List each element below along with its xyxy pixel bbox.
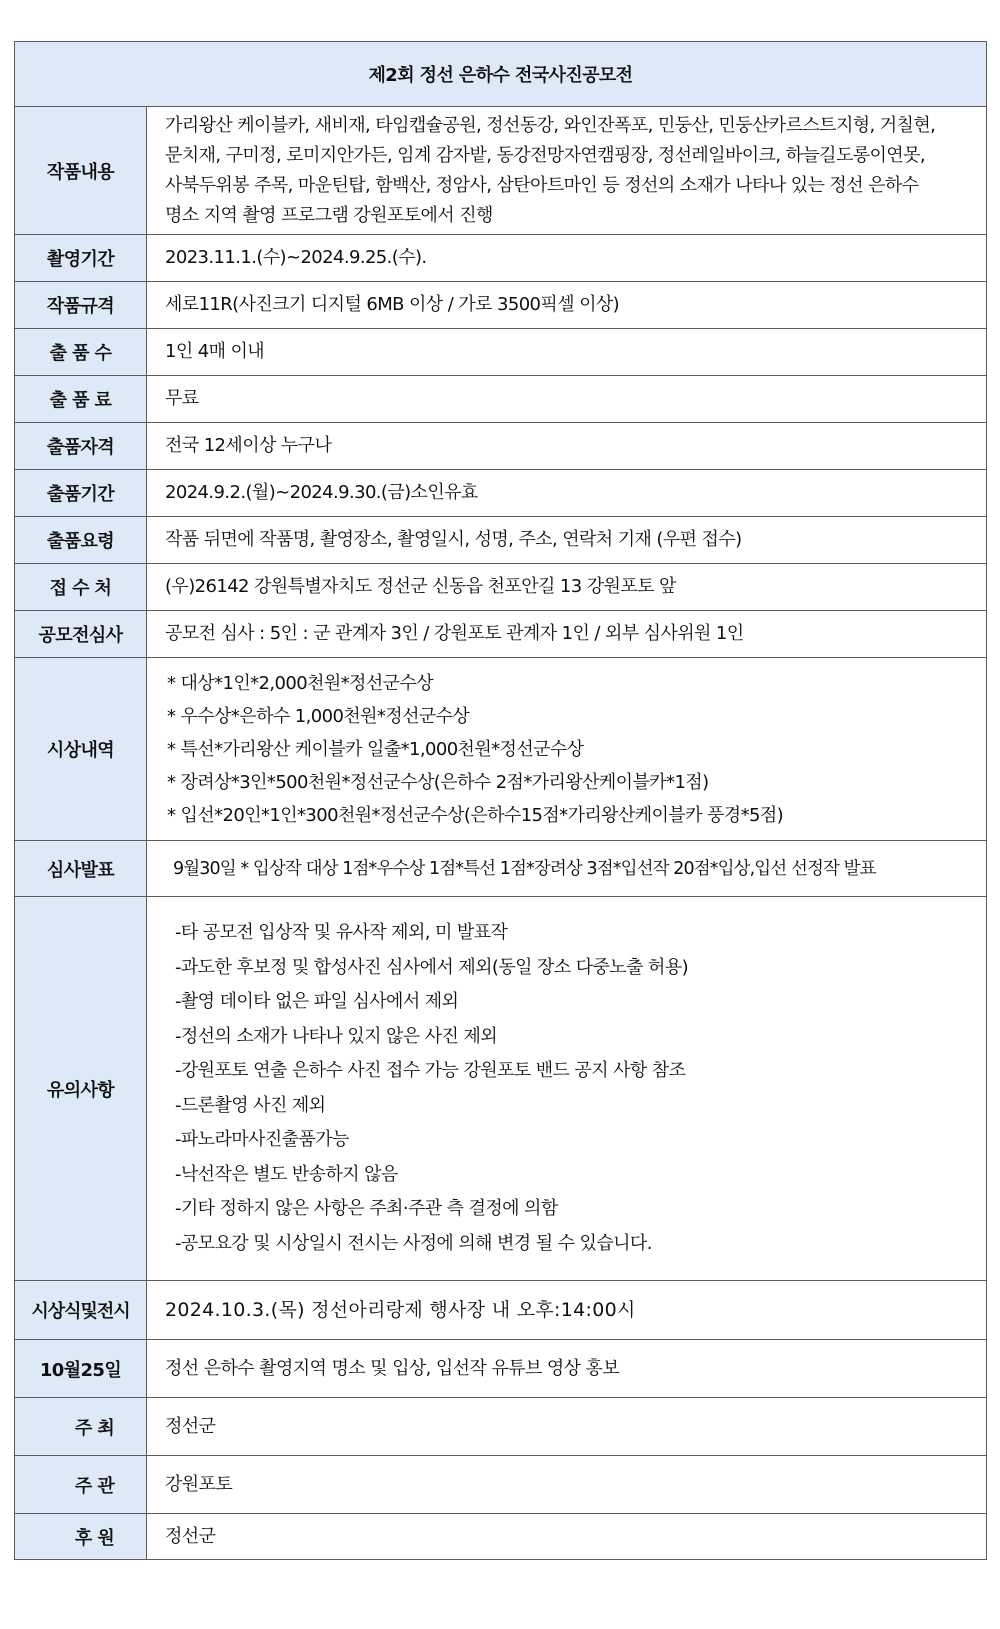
label-announcement: 심사발표: [15, 841, 147, 897]
label-eligibility: 출품자격: [15, 423, 147, 470]
note-line: -파노라마사진출품가능: [175, 1129, 349, 1150]
value-fee: 무료: [147, 376, 987, 423]
row-submit-period: [15, 470, 987, 517]
label-address: 접 수 처: [15, 564, 147, 611]
title-row: [15, 42, 987, 107]
label-host: 주 최: [15, 1398, 147, 1456]
row-address: [15, 564, 987, 611]
value-host: 정선군: [147, 1398, 987, 1456]
value-guideline: 작품 뒤면에 작품명, 촬영장소, 촬영일시, 성명, 주소, 연락처 기재 (우편 접수): [147, 517, 987, 564]
note-line: -타 공모전 입상작 및 유사작 제외, 미 발표작: [175, 922, 508, 943]
award-line: * 특선*가리왕산 케이블카 일출*1,000천원*정선군수상: [167, 738, 584, 760]
row-host: [15, 1398, 987, 1456]
award-line: * 우수상*은하수 1,000천원*정선군수상: [167, 705, 470, 727]
content-line: 사북두위봉 주목, 마운틴탑, 함백산, 정암사, 삼탄아트마인 등 정선의 소재가 나타나 있는 정선 은하수: [165, 174, 919, 196]
label-period: 촬영기간: [15, 235, 147, 282]
row-eligibility: [15, 423, 987, 470]
label-awards: 시상내역: [15, 658, 147, 841]
label-count: 출 품 수: [15, 329, 147, 376]
award-line: * 입선*20인*1인*300천원*정선군수상(은하수15점*가리왕산케이블카 풍경*5점): [167, 804, 784, 826]
note-line: -과도한 후보정 및 합성사진 심사에서 제외(동일 장소 다중노출 허용): [175, 956, 688, 978]
row-period: [15, 235, 987, 282]
row-content: [15, 107, 987, 235]
value-period: 2023.11.1.(수)~2024.9.25.(수).: [147, 235, 987, 282]
row-guideline: [15, 517, 987, 564]
row-notes: [15, 897, 987, 1281]
row-sponsor: [15, 1514, 987, 1560]
value-oct25: 정선 은하수 촬영지역 명소 및 입상, 입선작 유튜브 영상 홍보: [147, 1340, 987, 1398]
label-ceremony: 시상식및전시: [15, 1281, 147, 1340]
label-oct25: 10월25일: [15, 1340, 147, 1398]
label-organizer: 주 관: [15, 1456, 147, 1514]
label-guideline: 출품요령: [15, 517, 147, 564]
award-line: * 대상*1인*2,000천원*정선군수상: [167, 672, 433, 694]
note-line: -촬영 데이타 없은 파일 심사에서 제외: [175, 991, 459, 1012]
label-submit-period: 출품기간: [15, 470, 147, 517]
value-judging: 공모전 심사 : 5인 : 군 관계자 3인 / 강원포토 관계자 1인 / 외부 심사위원 1인: [147, 611, 987, 658]
note-line: -공모요강 및 시상일시 전시는 사정에 의해 변경 될 수 있습니다.: [175, 1232, 652, 1254]
page-title: 제2회 정선 은하수 전국사진공모전: [15, 42, 987, 107]
row-spec: [15, 282, 987, 329]
note-line: -낙선작은 별도 반송하지 않음: [175, 1163, 398, 1185]
value-content: [147, 107, 987, 235]
contest-notice-table: [14, 41, 987, 1560]
row-awards: [15, 658, 987, 841]
label-sponsor: 후 원: [15, 1514, 147, 1560]
value-notes: [147, 897, 987, 1281]
note-line: -드론촬영 사진 제외: [175, 1094, 326, 1116]
label-spec: 작품규격: [15, 282, 147, 329]
content-line: 문치재, 구미정, 로미지안가든, 임계 감자밭, 동강전망자연캠핑장, 정선레일바이크, 하늘길도롱이연못,: [165, 144, 926, 166]
row-announcement: [15, 841, 987, 897]
note-line: -정선의 소재가 나타나 있지 않은 사진 제외: [175, 1025, 498, 1047]
row-count: [15, 329, 987, 376]
row-ceremony: [15, 1281, 987, 1340]
value-organizer: 강원포토: [147, 1456, 987, 1514]
content-line: 명소 지역 촬영 프로그램 강원포토에서 진행: [165, 204, 493, 226]
value-sponsor: 정선군: [147, 1514, 987, 1560]
value-spec: 세로11R(사진크기 디지털 6MB 이상 / 가로 3500픽셀 이상): [147, 282, 987, 329]
value-announcement: 9월30일 * 입상작 대상 1점*우수상 1점*특선 1점*장려상 3점*입선작 20점*입상,입선 선정작 발표: [147, 841, 987, 897]
value-ceremony: 2024.10.3.(목) 정선아리랑제 행사장 내 오후:14:00시: [147, 1281, 987, 1340]
label-judging: 공모전심사: [15, 611, 147, 658]
note-line: -기타 정하지 않은 사항은 주최·주관 측 결정에 의함: [175, 1198, 558, 1219]
row-organizer: [15, 1456, 987, 1514]
award-line: * 장려상*3인*500천원*정선군수상(은하수 2점*가리왕산케이블카*1점): [167, 771, 709, 793]
label-fee: 출 품 료: [15, 376, 147, 423]
value-awards: [147, 658, 987, 841]
note-line: -강원포토 연출 은하수 사진 접수 가능 강원포토 밴드 공지 사항 참조: [175, 1060, 686, 1081]
value-eligibility: 전국 12세이상 누구나: [147, 423, 987, 470]
value-count: 1인 4매 이내: [147, 329, 987, 376]
content-line: 가리왕산 케이블카, 새비재, 타임캡슐공원, 정선동강, 와인잔폭포, 민둥산, 민둥산카르스트지형, 거칠현,: [165, 114, 936, 136]
label-notes: 유의사항: [15, 897, 147, 1281]
row-oct25: [15, 1340, 987, 1398]
label-content: 작품내용: [15, 107, 147, 235]
value-address: (우)26142 강원특별자치도 정선군 신동읍 천포안길 13 강원포토 앞: [147, 564, 987, 611]
row-fee: [15, 376, 987, 423]
value-submit-period: 2024.9.2.(월)~2024.9.30.(금)소인유효: [147, 470, 987, 517]
row-judging: [15, 611, 987, 658]
